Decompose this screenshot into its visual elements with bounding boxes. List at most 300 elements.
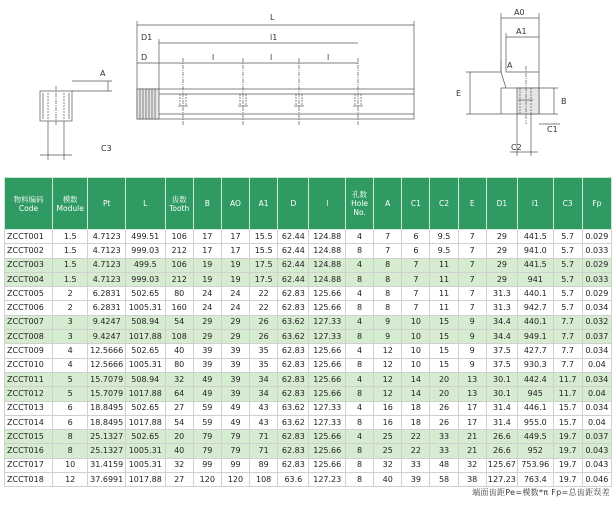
table-cell: 15.5 [250,244,278,258]
dim-label-l1: l1 [270,33,278,42]
dim-label-D1: D1 [141,33,153,42]
dim-label-B: B [561,97,567,106]
table-cell: 26 [430,401,458,415]
table-cell: 0.032 [582,315,611,329]
table-cell: 124.88 [309,244,346,258]
table-cell: 8 [345,444,373,458]
table-cell: 62.83 [278,301,309,315]
table-cell: ZCCT004 [5,272,53,286]
table-cell: 4 [345,401,373,415]
table-cell: 10 [402,315,430,329]
rack-side-view [137,89,414,119]
table-cell: 6 [52,401,87,415]
table-cell: ZCCT018 [5,473,53,487]
column-header-en: Hole No. [351,199,369,217]
table-cell: 0.033 [582,272,611,286]
table-cell: 11.7 [553,372,582,386]
table-cell: 29 [193,315,221,329]
table-cell: 0.034 [582,372,611,386]
dim-label-E: E [456,89,462,98]
table-cell: 80 [165,358,193,372]
column-header-en: L [143,199,148,208]
table-cell: 127.33 [309,401,346,415]
table-cell: 17 [193,230,221,244]
table-cell: 25 [374,444,402,458]
table-cell: 502.65 [125,430,165,444]
table-cell: 0.034 [582,344,611,358]
table-cell: 63.62 [278,401,309,415]
column-header [486,178,517,230]
table-cell: 1005.31 [125,358,165,372]
table-cell: 120 [193,473,221,487]
table-cell: 15 [430,330,458,344]
table-cell: 8 [345,358,373,372]
table-cell: 127.33 [309,330,346,344]
table-cell: 127.23 [486,473,517,487]
table-cell: 3 [52,330,87,344]
column-header-en: C2 [439,199,450,208]
table-cell: 39 [221,372,249,386]
column-header-en: E [469,199,475,208]
table-cell: 21 [458,430,486,444]
table-cell: 7 [374,230,402,244]
table-cell: 15.7 [553,415,582,429]
dim-label-C3: C3 [101,144,112,153]
table-cell: 49 [193,372,221,386]
table-cell: 62.83 [278,387,309,401]
table-cell: 12 [374,372,402,386]
table-cell: 124.88 [309,272,346,286]
column-header-en: Fp [592,199,602,208]
table-cell: 7 [402,258,430,272]
table-cell: 9 [458,330,486,344]
table-cell: 33 [402,458,430,472]
table-cell: 127.33 [309,315,346,329]
table-cell: 9 [458,358,486,372]
table-cell: 62.83 [278,430,309,444]
column-header-en: C1 [410,199,421,208]
table-cell: 37.5 [486,344,517,358]
table-cell: 125.66 [309,301,346,315]
table-cell: 8 [52,444,87,458]
table-cell: 43 [250,401,278,415]
table-cell: 58 [430,473,458,487]
table-cell: 15 [430,344,458,358]
table-header-row [5,178,612,230]
table-cell: 29 [486,258,517,272]
table-cell: 10 [52,458,87,472]
table-cell: 7 [458,230,486,244]
table-cell: 18 [402,415,430,429]
table-cell: 125.66 [309,358,346,372]
table-cell: 79 [221,444,249,458]
table-cell: ZCCT010 [5,358,53,372]
column-header [278,178,309,230]
table-cell: 3 [52,315,87,329]
table-cell: 24 [221,287,249,301]
column-header [402,178,430,230]
table-cell: 17 [458,401,486,415]
table-cell: 6 [402,244,430,258]
table-cell: 0.029 [582,258,611,272]
table-cell: 24 [193,287,221,301]
table-cell: 24 [221,301,249,315]
table-cell: 449.5 [518,430,553,444]
table-cell: 0.037 [582,430,611,444]
table-cell: 499.5 [125,258,165,272]
table-cell: 15 [430,358,458,372]
table-row [5,401,612,415]
column-header [582,178,611,230]
table-cell: 427.7 [518,344,553,358]
table-cell: 40 [165,444,193,458]
table-cell: 124.88 [309,230,346,244]
table-cell: 4 [52,344,87,358]
table-cell: 120 [221,473,249,487]
table-cell: 31.3 [486,287,517,301]
table-cell: 1.5 [52,230,87,244]
table-cell: 49 [221,415,249,429]
column-header [52,178,87,230]
column-header-en: D [290,199,297,208]
table-cell: 19 [221,272,249,286]
table-cell: ZCCT008 [5,330,53,344]
table-cell: 4 [345,287,373,301]
table-cell: 9 [374,330,402,344]
table-cell: 22 [250,301,278,315]
table-cell: 20 [430,387,458,401]
table-cell: 942.7 [518,301,553,315]
table-cell: 35 [250,344,278,358]
table-cell: 40 [165,344,193,358]
table-cell: 8 [374,258,402,272]
table-cell: 40 [374,473,402,487]
table-cell: ZCCT002 [5,244,53,258]
table-cell: 955.0 [518,415,553,429]
table-row [5,230,612,244]
table-cell: 16 [374,415,402,429]
table-cell: 9.4247 [88,330,126,344]
table-cell: 11 [430,258,458,272]
table-cell: 10 [402,344,430,358]
table-cell: 5 [52,372,87,386]
column-header [250,178,278,230]
table-cell: 62.83 [278,358,309,372]
table-cell: 8 [345,458,373,472]
table-cell: 5.7 [553,244,582,258]
table-cell: 4.7123 [88,230,126,244]
table-cell: 7 [402,301,430,315]
table-cell: 108 [250,473,278,487]
dim-label-l-1: l [212,53,215,62]
column-header-en: Code [18,203,39,213]
table-cell: 1017.88 [125,387,165,401]
table-row [5,458,612,472]
table-cell: 441.5 [518,230,553,244]
table-row [5,315,612,329]
table-row [5,344,612,358]
table-cell: ZCCT015 [5,430,53,444]
table-cell: 499.51 [125,230,165,244]
table-cell: 63.62 [278,315,309,329]
table-cell: 12.5666 [88,358,126,372]
table-cell: 10 [402,358,430,372]
table-row [5,430,612,444]
table-cell: 31.4 [486,401,517,415]
table-cell: 125.66 [309,387,346,401]
table-cell: 8 [374,301,402,315]
table-cell: 1.5 [52,244,87,258]
table-cell: 34 [250,387,278,401]
table-cell: ZCCT007 [5,315,53,329]
table-cell: 32 [165,372,193,386]
table-cell: 12 [374,344,402,358]
table-cell: 59 [193,415,221,429]
table-cell: 79 [193,430,221,444]
dim-label-L: L [270,13,275,22]
table-cell: 62.83 [278,287,309,301]
table-cell: 39 [221,358,249,372]
table-row [5,301,612,315]
table-row [5,473,612,487]
table-cell: 441.5 [518,258,553,272]
table-cell: 11 [430,287,458,301]
table-cell: 106 [165,258,193,272]
table-cell: 16 [374,401,402,415]
table-cell: 29 [486,230,517,244]
rack-spec-table [4,177,612,487]
table-cell: 62.83 [278,458,309,472]
table-cell: 2 [52,301,87,315]
table-cell: 22 [402,430,430,444]
table-cell: 35 [250,358,278,372]
table-cell: 21 [458,444,486,458]
table-cell: ZCCT003 [5,258,53,272]
column-header-en: l1 [531,199,539,208]
column-header-en: AO [230,199,241,208]
table-cell: 26 [250,315,278,329]
table-cell: 1017.88 [125,473,165,487]
table-cell: 17 [193,244,221,258]
table-cell: 5.7 [553,272,582,286]
table-cell: 212 [165,244,193,258]
table-row [5,415,612,429]
table-cell: 1005.31 [125,301,165,315]
table-cell: 125.66 [309,430,346,444]
table-cell: 127.23 [309,473,346,487]
table-cell: 4 [345,315,373,329]
table-cell: 8 [345,301,373,315]
table-cell: 7 [458,301,486,315]
table-cell: 19 [221,258,249,272]
table-cell: 99 [193,458,221,472]
table-cell: ZCCT005 [5,287,53,301]
table-cell: 12 [374,358,402,372]
table-cell: 8 [374,272,402,286]
table-cell: 15.7 [553,401,582,415]
table-cell: 1.5 [52,272,87,286]
table-cell: 62.44 [278,258,309,272]
table-cell: 7 [458,258,486,272]
table-cell: 508.94 [125,372,165,386]
table-cell: 29 [221,330,249,344]
table-cell: 29 [486,272,517,286]
table-cell: 0.029 [582,287,611,301]
table-cell: 7 [458,272,486,286]
column-header-en: C3 [562,199,573,208]
table-cell: 29 [486,244,517,258]
table-cell: 11.7 [553,387,582,401]
table-cell: 11 [430,301,458,315]
table-cell: 31.4159 [88,458,126,472]
table-cell: 17.5 [250,258,278,272]
table-cell: 62.83 [278,344,309,358]
table-cell: 7.7 [553,344,582,358]
table-cell: 0.043 [582,458,611,472]
table-row [5,444,612,458]
table-cell: ZCCT001 [5,230,53,244]
table-cell: 62.44 [278,272,309,286]
table-cell: 89 [250,458,278,472]
table-cell: 32 [374,458,402,472]
table-cell: 19 [193,258,221,272]
table-cell: 1.5 [52,258,87,272]
table-cell: 17 [221,230,249,244]
table-cell: 26.6 [486,430,517,444]
dim-label-A-right: A [507,61,513,70]
table-cell: 7.7 [553,358,582,372]
table-cell: 39 [193,344,221,358]
table-cell: 63.62 [278,415,309,429]
table-cell: 106 [165,230,193,244]
table-cell: 79 [193,444,221,458]
table-cell: 37.6991 [88,473,126,487]
table-cell: 20 [430,372,458,386]
table-cell: 440.1 [518,287,553,301]
table-cell: 108 [165,330,193,344]
table-cell: 18 [402,401,430,415]
table-cell: 19.7 [553,430,582,444]
table-cell: 14 [402,387,430,401]
table-cell: 124.88 [309,258,346,272]
table-cell: ZCCT011 [5,372,53,386]
table-cell: 999.03 [125,272,165,286]
table-cell: 18.8495 [88,415,126,429]
table-cell: 15.7079 [88,387,126,401]
table-cell: 62.83 [278,372,309,386]
table-cell: 10 [402,330,430,344]
column-header-cn: 齿数 [171,194,187,204]
table-cell: 49 [221,401,249,415]
table-cell: 0.033 [582,244,611,258]
table-cell: 12 [374,387,402,401]
table-cell: ZCCT006 [5,301,53,315]
table-cell: 25 [374,430,402,444]
table-cell: 30.1 [486,372,517,386]
table-cell: 24 [193,301,221,315]
table-row [5,258,612,272]
table-cell: 9.4247 [88,315,126,329]
table-cell: 941 [518,272,553,286]
table-cell: 9 [458,344,486,358]
table-cell: 19.7 [553,458,582,472]
table-cell: 63.6 [278,473,309,487]
table-cell: 39 [193,358,221,372]
table-cell: 5.7 [553,287,582,301]
table-cell: 38 [458,473,486,487]
table-cell: 22 [250,287,278,301]
table-cell: 99 [221,458,249,472]
table-cell: 502.65 [125,287,165,301]
table-row [5,244,612,258]
dim-label-l-3: l [327,53,330,62]
table-cell: 763.4 [518,473,553,487]
table-cell: 502.65 [125,344,165,358]
table-cell: 9 [374,315,402,329]
table-cell: ZCCT017 [5,458,53,472]
column-header-en: Tooth [169,203,190,213]
column-header [165,178,193,230]
table-cell: 8 [345,244,373,258]
table-cell: 8 [345,473,373,487]
table-cell: 0.034 [582,301,611,315]
table-cell: 0.034 [582,401,611,415]
table-cell: 0.037 [582,330,611,344]
table-cell: 15.7079 [88,372,126,386]
table-cell: 0.04 [582,358,611,372]
table-cell: 63.62 [278,330,309,344]
table-cell: 32 [165,458,193,472]
table-body [5,230,612,487]
table-cell: 54 [165,415,193,429]
column-header [309,178,346,230]
table-cell: 1005.31 [125,458,165,472]
table-cell: 442.4 [518,372,553,386]
column-header [88,178,126,230]
table-cell: 0.04 [582,387,611,401]
table-cell: 62.44 [278,230,309,244]
table-cell: 125.66 [309,287,346,301]
column-header-en: Module [56,203,84,213]
table-cell: 8 [374,287,402,301]
dim-label-C2: C2 [511,143,522,152]
table-cell: 17 [221,244,249,258]
dim-label-A0: A0 [514,8,525,17]
table-cell: ZCCT009 [5,344,53,358]
table-cell: 64 [165,387,193,401]
dim-label-D: D [141,53,148,62]
column-header [193,178,221,230]
table-cell: 14 [402,372,430,386]
table-cell: 39 [221,344,249,358]
table-cell: 753.96 [518,458,553,472]
table-cell: 6.2831 [88,301,126,315]
table-cell: 19.7 [553,444,582,458]
table-cell: 39 [402,473,430,487]
table-cell: 12.5666 [88,344,126,358]
table-cell: 2 [52,287,87,301]
column-header [5,178,53,230]
table-cell: 15.5 [250,230,278,244]
table-cell: 1005.31 [125,444,165,458]
table-cell: 32 [458,458,486,472]
table-cell: 1017.88 [125,415,165,429]
table-cell: 5.7 [553,258,582,272]
column-header [518,178,553,230]
table-cell: 125.66 [309,444,346,458]
table-cell: 11 [430,272,458,286]
table-cell: 508.94 [125,315,165,329]
